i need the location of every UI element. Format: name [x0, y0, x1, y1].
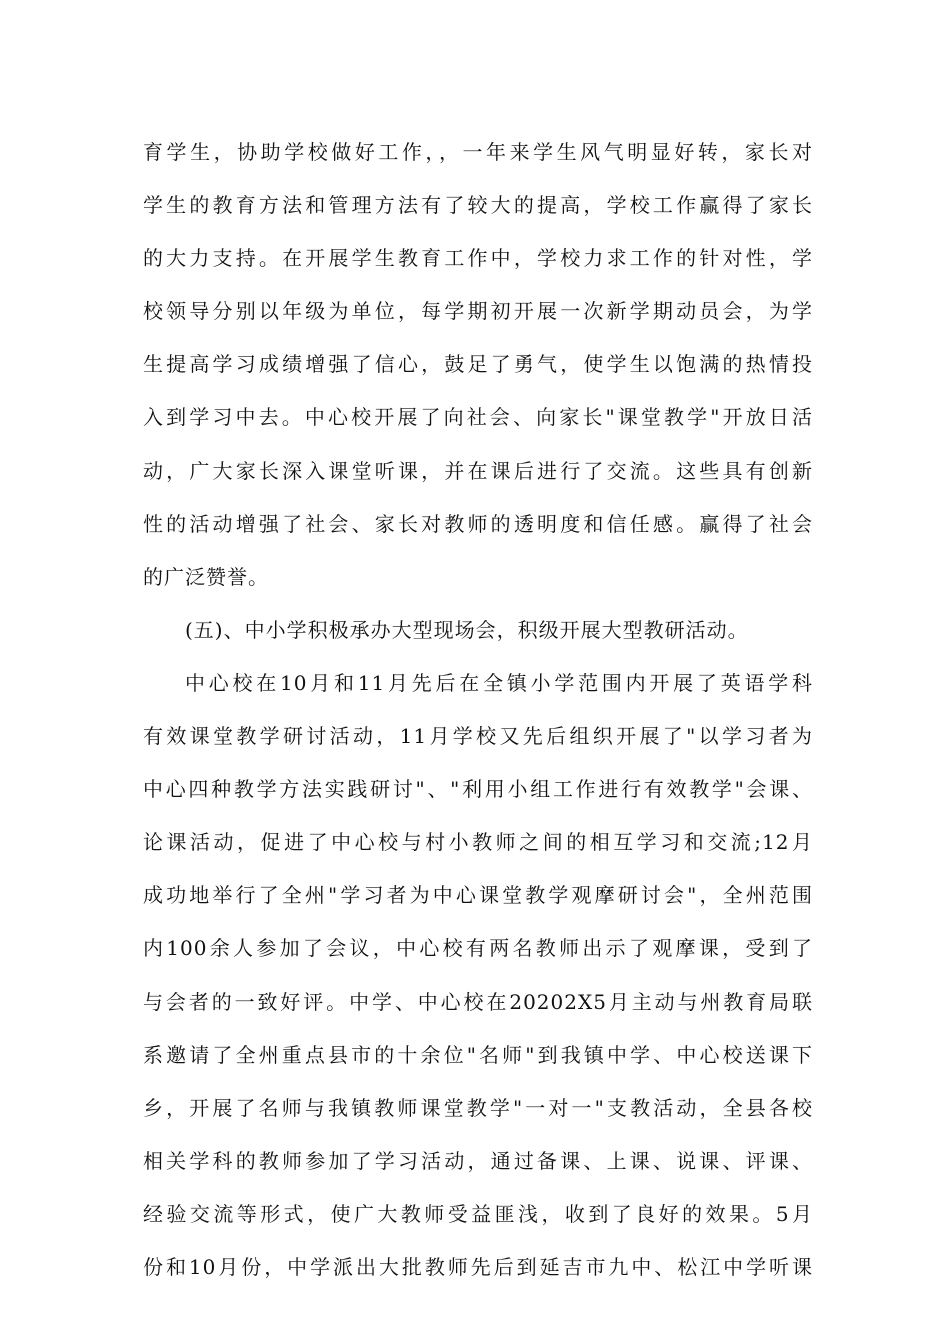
text-line: 校领导分别以年级为单位，每学期初开展一次新学期动员会，为学 [143, 299, 813, 324]
text-line: 入到学习中去。中心校开展了向社会、向家长"课堂教学"开放日活 [143, 405, 813, 430]
text-line: 生提高学习成绩增强了信心，鼓足了勇气，使学生以饱满的热情投 [143, 352, 813, 377]
text-line: 乡，开展了名师与我镇教师课堂教学"一对一"支教活动，全县各校 [143, 1095, 813, 1120]
text-line: 的大力支持。在开展学生教育工作中，学校力求工作的针对性，学 [143, 246, 813, 271]
text-line: 的广泛赞誉。 [143, 564, 269, 589]
text-line: 育学生，协助学校做好工作，，一年来学生风气明显好转，家长对 [143, 140, 813, 164]
text-line: 内100余人参加了会议，中心校有两名教师出示了观摩课，受到了 [143, 936, 813, 961]
text-line: 中心四种教学方法实践研讨"、"利用小组工作进行有效教学"会课、 [143, 777, 813, 802]
text-line: 与会者的一致好评。中学、中心校在20202X5月主动与州教育局联 [143, 989, 813, 1014]
section-heading: (五)、中小学积极承办大型现场会，积级开展大型教研活动。 [185, 617, 749, 642]
text-line: 有效课堂教学研讨活动，11月学校又先后组织开展了"以学习者为 [143, 724, 813, 749]
text-line: 学生的教育方法和管理方法有了较大的提高，学校工作赢得了家长 [143, 193, 813, 218]
text-line: 动，广大家长深入课堂听课，并在课后进行了交流。这些具有创新 [143, 458, 813, 483]
text-line: 系邀请了全州重点县市的十余位"名师"到我镇中学、中心校送课下 [143, 1042, 813, 1067]
text-line: 论课活动，促进了中心校与村小教师之间的相互学习和交流;12月 [143, 830, 813, 855]
text-line: 中心校在10月和11月先后在全镇小学范围内开展了英语学科 [185, 670, 813, 695]
text-line: 性的活动增强了社会、家长对教师的透明度和信任感。赢得了社会 [143, 511, 813, 536]
text-line: 相关学科的教师参加了学习活动，通过备课、上课、说课、评课、 [143, 1148, 813, 1173]
text-line: 经验交流等形式，使广大教师受益匪浅，收到了良好的效果。5月 [143, 1201, 813, 1226]
document-body [143, 130, 813, 1298]
text-line: 份和10月份，中学派出大批教师先后到延吉市九中、松江中学听课 [143, 1254, 813, 1279]
text-line: 成功地举行了全州"学习者为中心课堂教学观摩研讨会"，全州范围 [143, 883, 813, 908]
